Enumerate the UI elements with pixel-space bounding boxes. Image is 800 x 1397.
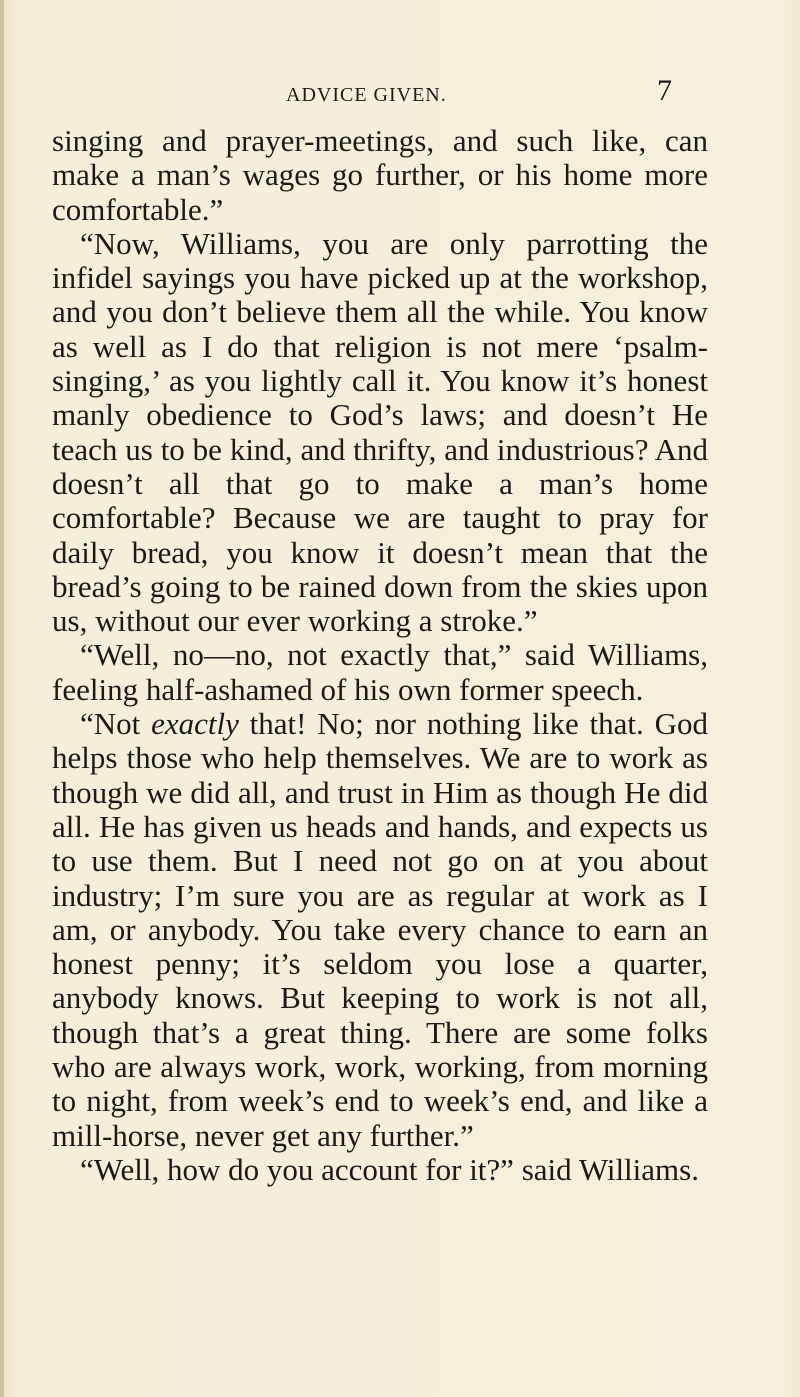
- paragraph: “Well, how do you account for it?” said Williams.: [80, 1151, 699, 1187]
- page-number: 7: [657, 74, 672, 107]
- paragraph-open: “Not: [80, 706, 152, 742]
- body-text: [52, 124, 708, 1187]
- page-gutter: [0, 0, 4, 1397]
- paragraph-continued: singing and prayer-meetings, and such like, can make a man’s wages go further, or his home more comfortable.”: [52, 123, 708, 227]
- paragraph: [52, 707, 708, 1153]
- paragraph: “Now, Williams, you are only parrotting the infidel sayings you have picked up at the workshop, and you don’t believe them all the while. You know as well as I do that religion is not mere ‘psalm-singing,’ as you lightly call it. You know it’s honest manly obedience to God’s laws; and doesn’t He teach us to be kind, and thrifty, and industrious? And doesn’t all that go to make a man’s home comfortable? Because we are taught to pray for daily bread, you know it doesn’t mean that the bread’s going to be rained down from the skies upon us, without our ever working a stroke.”: [52, 225, 708, 639]
- running-title: ADVICE GIVEN.: [286, 84, 447, 106]
- paragraph-rest: that! No; nor nothing like that. God helps those who help themselves. We are to work as though we did all, and trust in Him as though He did all. He has given us heads and hands, and expects us to use them. But I need not go on at you about industry; I’m sure you are as regular at work as I am, or anybody. You take every chance to earn an honest penny; it’s seldom you lose a quarter, anybody knows. But keeping to work is not all, though that’s a great thing. There are some folks who are always work, work, working, from morning to night, from week’s end to week’s end, and like a mill-horse, never get any further.”: [52, 706, 708, 1153]
- emphasis: exactly: [151, 706, 239, 742]
- paragraph: “Well, no—no, not exactly that,” said Williams, feeling half-ashamed of his own former speech.: [52, 637, 708, 707]
